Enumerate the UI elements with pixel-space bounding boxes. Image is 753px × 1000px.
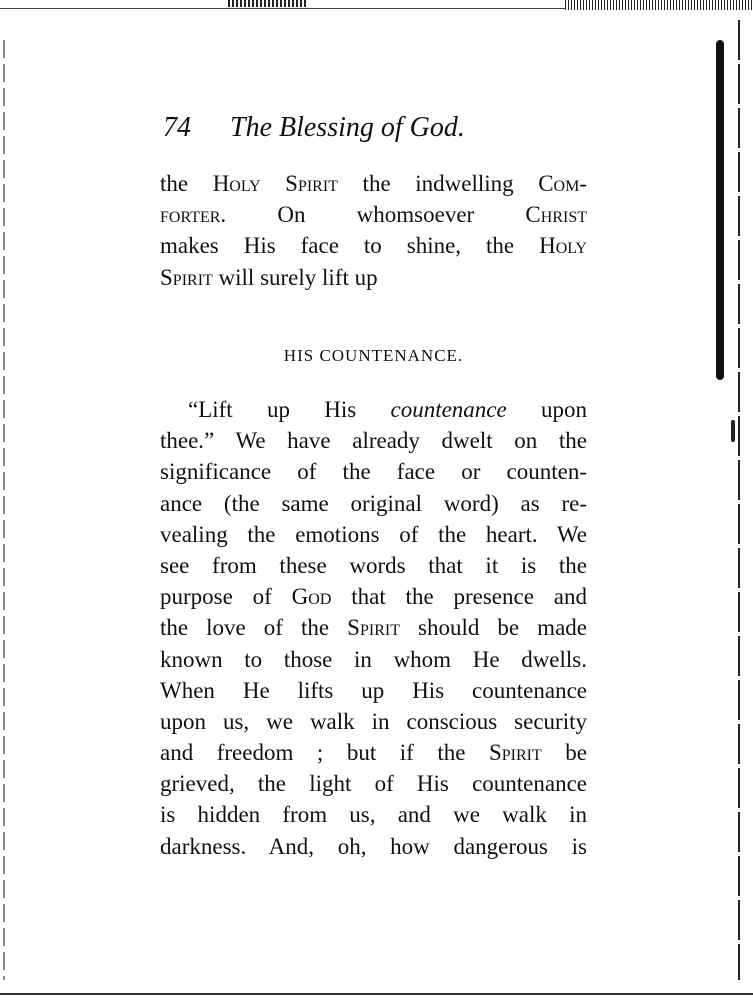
page-edge-mark	[731, 420, 735, 442]
text-line: forter. On whomsoever Christ	[160, 202, 587, 228]
text-line: ance (the same original word) as re-	[160, 490, 587, 516]
text-line: Spirit will surely lift up	[160, 264, 378, 290]
scan-top-edge	[0, 0, 753, 10]
text-line: thee.” We have already dwelt on the	[160, 428, 587, 454]
text-line: purpose of God that the presence and	[160, 584, 587, 610]
text-line: “Lift up His countenance upon	[188, 397, 587, 422]
section-heading: HIS COUNTENANCE.	[283, 346, 464, 365]
text-line: see from these words that it is the	[160, 552, 587, 578]
text-line: darkness. And, oh, how dangerous is	[160, 833, 587, 859]
text-line: the Holy Spirit the indwelling Com-	[160, 171, 587, 196]
scan-top-hatch-right	[565, 0, 753, 10]
page-number: 74	[163, 112, 191, 143]
text-line: vealing the emotions of the heart. We	[160, 521, 587, 547]
text-line: known to those in whom He dwells.	[160, 646, 587, 672]
paragraph-continued	[160, 168, 587, 293]
scan-top-hatch-left	[228, 0, 308, 7]
text-line: and freedom ; but if the Spirit be	[160, 740, 587, 766]
text-line: the love of the Spirit should be made	[160, 615, 587, 641]
binding-shadow	[716, 40, 724, 380]
text-line: significance of the face or counten-	[160, 459, 587, 485]
scan-bottom-edge	[0, 993, 753, 995]
text-line: When He lifts up His countenance	[160, 677, 587, 703]
text-line: upon us, we walk in conscious security	[160, 708, 587, 734]
text-line: makes His face to shine, the Holy	[160, 233, 587, 259]
running-title: The Blessing of God.	[230, 112, 465, 143]
text-line: grieved, the light of His countenance	[160, 771, 587, 797]
paragraph-main	[160, 394, 587, 862]
running-head	[163, 112, 593, 152]
text-line: is hidden from us, and we walk in	[160, 802, 587, 828]
scan-left-edge	[3, 40, 5, 980]
binding-right-edge	[738, 20, 740, 980]
